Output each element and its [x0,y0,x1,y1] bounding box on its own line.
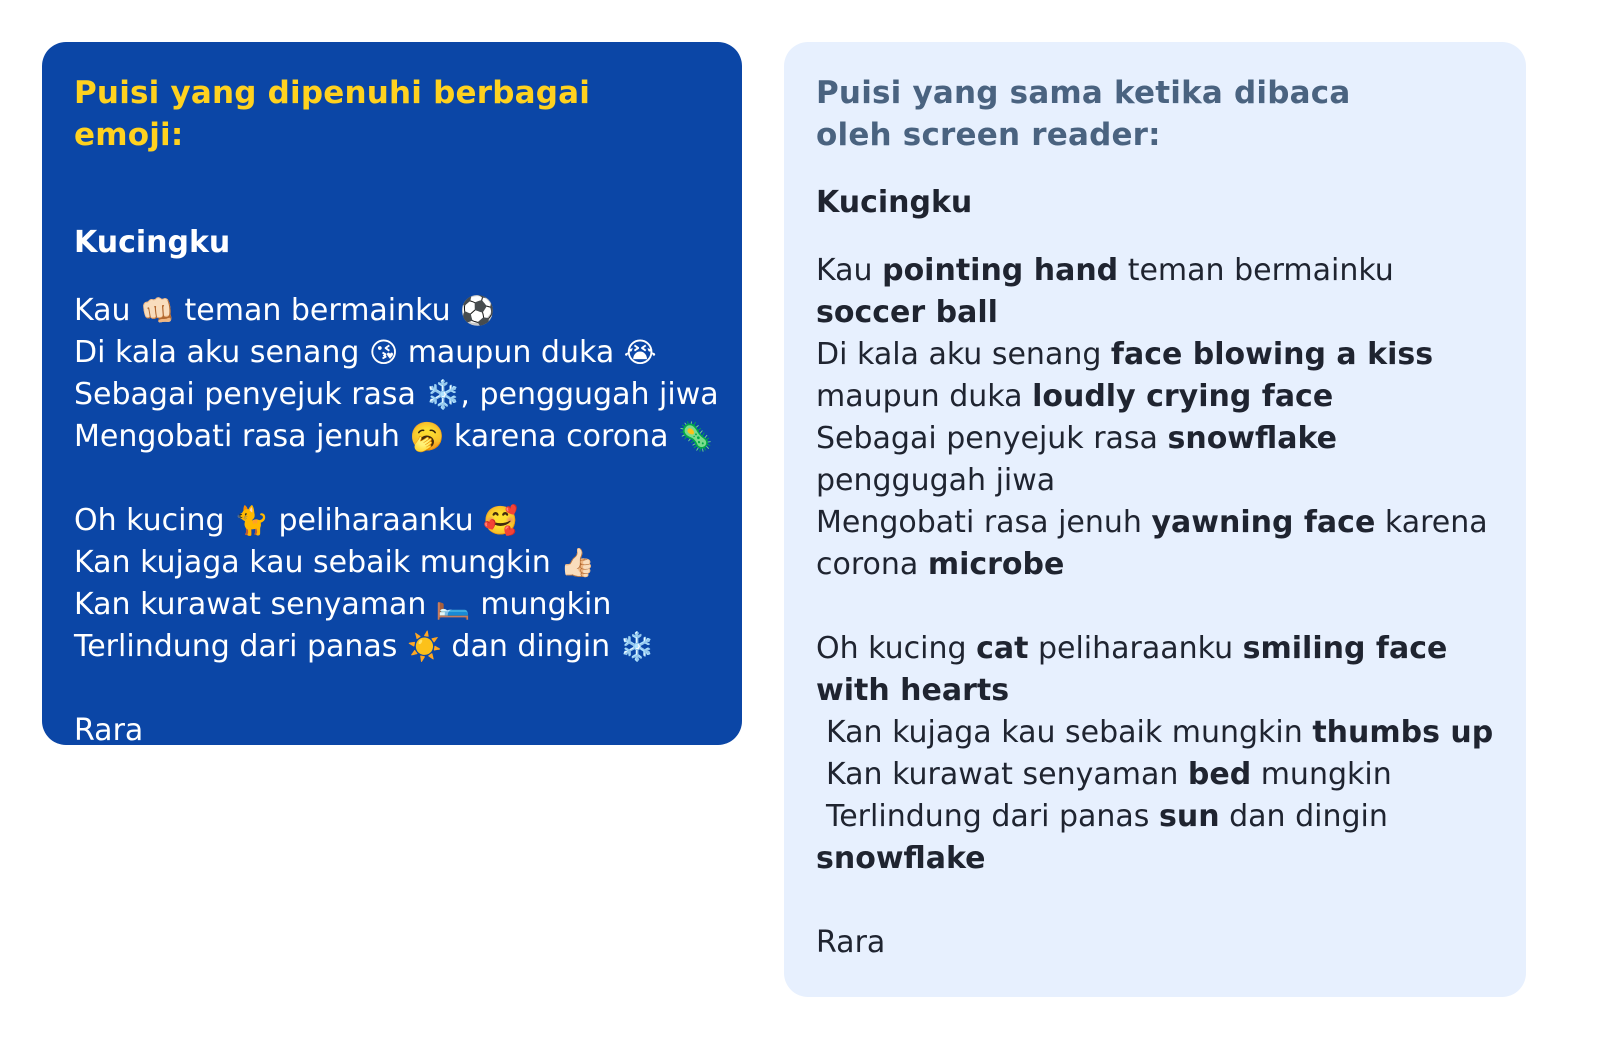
line-text: karena corona [453,419,669,454]
line-text: teman bermainku [184,293,451,328]
emoji-icon: 🦠 [678,420,713,453]
emoji-icon: 🥱 [409,420,445,453]
line-text: Kan kurawat senyaman [74,587,427,622]
spacer [816,224,1494,250]
poem-line [816,250,1494,292]
poem-line [816,292,1494,334]
line-text: Di kala aku senang [816,337,1111,372]
emoji-poem-heading: Puisi yang dipenuhi berbagai emoji: [74,75,591,153]
poem-line [816,502,1494,544]
line-text: teman bermainku [1118,253,1394,288]
line-text: Mengobati rasa jenuh [74,419,400,454]
line-text: Kau [74,293,131,328]
poem-line [74,584,710,626]
poem-line [816,796,1494,838]
line-text: karena [1375,505,1488,540]
poem-line [74,542,710,584]
line-text: Terlindung dari panas [826,799,1159,834]
line-text: maupun duka [407,335,615,370]
poem-line [74,500,710,542]
line-text: dan dingin [451,629,611,664]
spacer [74,264,710,290]
emoji-icon: 👊🏻 [140,294,175,327]
emoji-poem-card [42,42,742,748]
emoji-icon: ❄️ [425,378,461,411]
line-text: Kau [816,253,883,288]
emoji-description: smiling face [1242,631,1448,666]
emoji-description: loudly crying face [1032,379,1334,414]
emoji-description: soccer ball [816,295,998,330]
line-text: Kan kujaga kau sebaik mungkin [826,715,1313,750]
stanza-gap [816,880,1494,922]
poem-line [816,418,1494,460]
line-text: corona [816,547,928,582]
spacer [74,156,710,222]
poem-line [816,334,1494,376]
poem-line [816,754,1494,796]
emoji-icon: 👍🏻 [560,546,596,579]
poem-line [74,626,710,668]
emoji-description: snowflake [1167,421,1337,456]
line-text: Kan kujaga kau sebaik mungkin [74,545,551,580]
emoji-icon: ☀️ [406,630,442,663]
stanza-gap [816,586,1494,628]
spacer [816,156,1494,182]
line-text: Mengobati rasa jenuh [816,505,1152,540]
emoji-description: thumbs up [1312,715,1494,750]
emoji-icon: ❄️ [619,630,655,663]
emoji-icon: ⚽ [460,294,496,327]
stanza-gap [74,668,710,710]
emoji-description: microbe [927,547,1065,582]
emoji-description: pointing hand [882,253,1119,288]
line-text: Sebagai penyejuk rasa [74,377,416,412]
line-text: Oh kucing [74,503,225,538]
poem-line [816,628,1494,670]
line-text: Kan kurawat senyaman [826,757,1188,792]
line-text: dan dingin [1219,799,1388,834]
line-text: mungkin [480,587,612,622]
line-text: Di kala aku senang [74,335,360,370]
poem-line [74,374,719,416]
line-text: penggugah jiwa [816,463,1056,498]
emoji-icon: 😘 [368,336,399,369]
poem-line [74,332,710,374]
emoji-description: sun [1158,799,1220,834]
emoji-description: yawning face [1151,505,1376,540]
poem-line [74,416,713,458]
emoji-description: with hearts [816,673,1010,708]
poem-line [816,712,1494,754]
line-text: Terlindung dari panas [74,629,398,664]
line-text: Sebagai penyejuk rasa [816,421,1168,456]
line-text: mungkin [1251,757,1392,792]
poem-line [74,290,710,332]
poem-author: Rara [816,925,886,960]
screen-reader-poem-card [784,42,1526,997]
stanza-gap [74,458,710,500]
poem-stanza-2 [74,500,710,668]
line-text: , penggugah jiwa [460,377,719,412]
emoji-description: bed [1187,757,1252,792]
line-text: maupun duka [816,379,1033,414]
poem-author: Rara [74,713,144,748]
poem-line [816,544,1494,586]
poem-stanza-2 [816,628,1494,880]
emoji-icon: 🥰 [483,504,519,537]
poem-stanza-1 [74,290,719,458]
emoji-description: snowflake [816,841,986,876]
emoji-icon: 😭 [623,336,657,369]
emoji-icon: 🛏️ [435,588,471,621]
line-text: peliharaanku [1028,631,1243,666]
emoji-description: face blowing a kiss [1110,337,1434,372]
poem-line [816,460,1494,502]
line-text: Oh kucing [816,631,977,666]
emoji-icon: 🐈 [234,504,269,537]
poem-line [816,670,1494,712]
poem-title: Kucingku [74,225,231,260]
poem-line [816,838,1494,880]
poem-line [816,376,1494,418]
line-text: peliharaanku [278,503,474,538]
screen-reader-poem-heading: Puisi yang sama ketika dibaca oleh screen reader: [816,75,1351,153]
emoji-description: cat [976,631,1029,666]
poem-title: Kucingku [816,185,973,220]
poem-stanza-1 [816,250,1494,586]
